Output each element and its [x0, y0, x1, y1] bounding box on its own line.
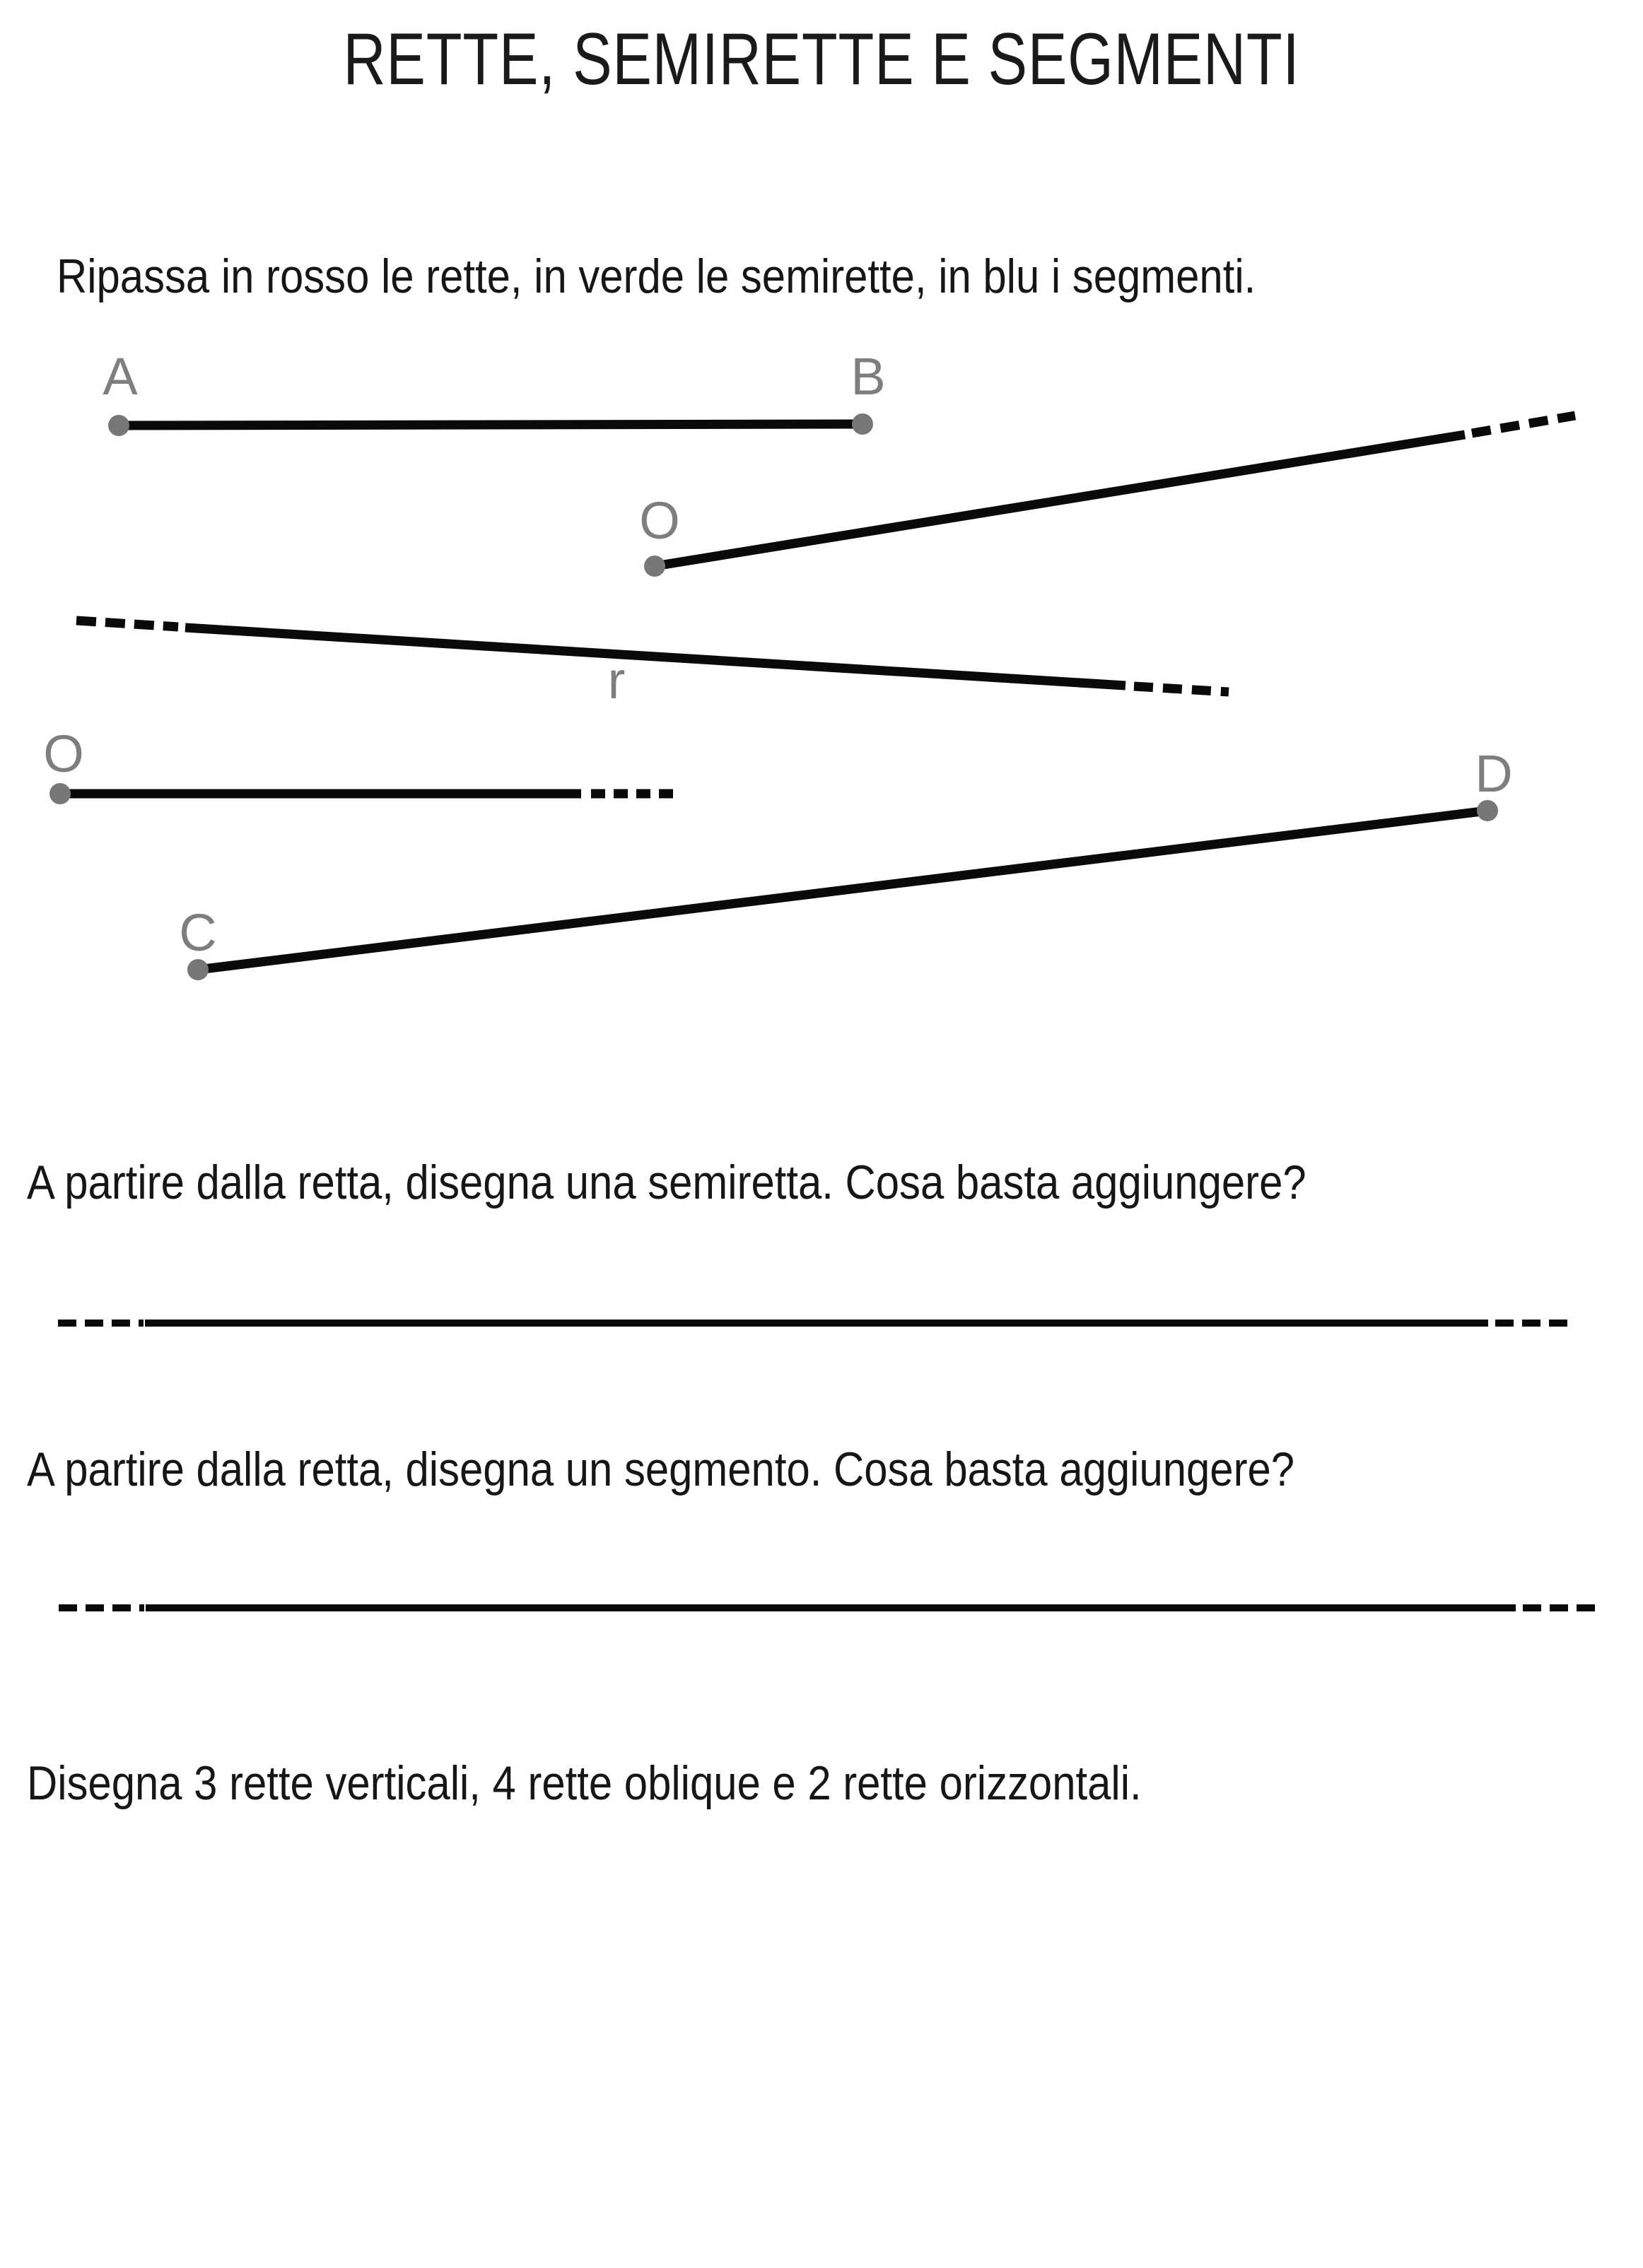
segment-CD [198, 811, 1487, 970]
line-r-right-dashes [1134, 686, 1229, 692]
question-segmento: A partire dalla retta, disegna un segmento. Cosa basta aggiungere? [27, 1443, 1295, 1496]
point-label-r: r [607, 651, 626, 710]
point-label-D: D [1475, 744, 1513, 803]
point-C-dot [187, 959, 209, 980]
point-label-O: O [639, 491, 680, 550]
point-label-A: A [103, 347, 138, 406]
question-disegna: Disegna 3 rette verticali, 4 rette oblique e 2 rette orizzontali. [27, 1756, 1142, 1810]
line-r-left-dashes [76, 621, 178, 627]
instruction-text: Ripassa in rosso le rette, in verde le semirette, in blu i segmenti. [57, 249, 1256, 303]
ray-O1-solid [655, 435, 1465, 566]
point-O2-dot [49, 783, 71, 804]
question-semiretta: A partire dalla retta, disegna una semiretta. Cosa basta aggiungere? [27, 1156, 1306, 1209]
point-D-dot [1477, 800, 1498, 821]
point-label-B: B [850, 347, 886, 406]
point-B-dot [852, 413, 873, 435]
point-label-C: C [179, 903, 217, 962]
page-title: RETTE, SEMIRETTE E SEGMENTI [343, 18, 1300, 100]
point-label-O: O [43, 724, 84, 783]
line-r-solid [185, 628, 1125, 686]
ray-O1-dashes [1472, 416, 1575, 433]
point-A-dot [108, 415, 129, 436]
segment-AB [119, 424, 863, 425]
point-O1-dot [644, 556, 665, 577]
